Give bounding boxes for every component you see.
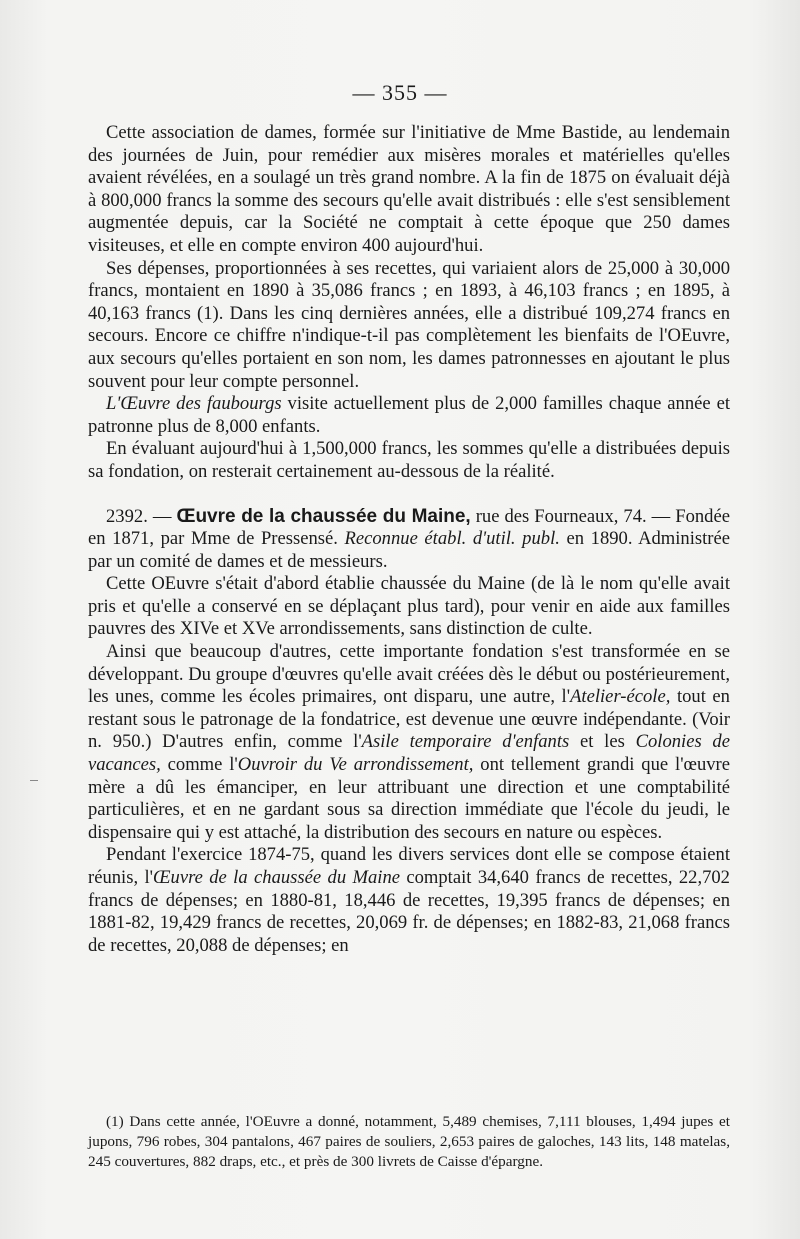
footnote-text: (1) Dans cette année, l'OEuvre a donné, notamment, 5,489 chemises, 7,111 blouses, 1,494 jupes et jupons, 796 robes, 304 pantalons, 467 paires de souliers, 2,653 paires de galoches, 143 lits, 148 matelas, 245 couvertures, 882 draps, etc., et près de 300 livrets de Caisse d'épargne. [88,1113,730,1170]
entry-recognition: Reconnue établ. d'util. publ. [344,528,560,550]
entry-2392 [88,506,730,574]
paragraph-association: Cette association de dames, formée sur l'initiative de Mme Bastide, au lendemain des journées de Juin, pour remédier aux misères morales et matérielles qu'elles avaient révélées, en a soulagé un très grand nombre. A la fin de 1875 on évaluait déjà à 800,000 francs la somme des secours qu'elle avait distribués : elle s'est sensiblement augmentée depuis, car la Société ne comptait à cette époque que 250 dames visiteuses, et elle en compte environ 400 aujourd'hui. [88,122,730,256]
entry-admin: en 1890. Administrée par un comité de dames et de messieurs. [88,528,730,572]
entry-address: rue des Fourneaux, 74. — Fondée en 1871, par Mme de Pressensé. [88,505,730,550]
entry-number: 2392. — [106,505,177,527]
main-text [88,122,730,957]
paragraph-finances [88,844,730,957]
finances-text-1: Pendant l'exercice 1874-75, quand les divers services dont elle se compose étaient réunis, l' [88,844,730,888]
asile-title: Asile temporaire d'enfants [361,731,570,753]
atelier-ecole-title: Atelier-école, [570,686,671,708]
paragraph-expenses: Ses dépenses, proportionnées à ses recettes, qui variaient alors de 25,000 à 30,000 francs, montaient en 1890 à 35,086 francs ; en 1893, à 46,103 francs ; en 1895, à 40,163 francs (1). Dans les cinq dernières années, elle a distribué 109,274 francs en secours. Encore ce chiffre n'indique-t-il pas complètement les bienfaits de l'OEuvre, aux secours qu'elles portaient en son nom, les dames patronnesses en ajoutant le plus souvent pour leur compte personnel. [88,257,730,392]
colonies-title: Colonies de vacances, [88,731,730,776]
faubourgs-text: visite actuellement plus de 2,000 familles chaque année et patronne plus de 8,000 enfants. [88,393,730,437]
finances-text-2: comptait 34,640 francs de recettes, 22,702 francs de dépenses; en 1880-81, 18,446 de recettes, 19,395 francs de dépenses; en 1881-82, 19,429 francs de recettes, 20,069 fr. de dépenses; en 1882-83, 21,068 francs de recettes, 20,088 de dépenses; en [88,867,730,956]
faubourgs-title: L'Œuvre des faubourgs [106,393,282,415]
transformation-text-5: ont tellement grandi que l'œuvre mère a dû les émanciper, en leur attribuant une direction et une comptabilité particulières, et en ne gardant sous sa direction immédiate que l'école du jeudi, le dispensaire qui y est attaché, la distribution des secours en nature ou espèces. [88,754,731,843]
transformation-text-3: et les [569,731,636,753]
section-gap [88,484,730,506]
paragraph-transformation [88,641,730,844]
paragraph-total: En évaluant aujourd'hui à 1,500,000 francs, les sommes qu'elle a distribuées depuis sa fondation, on resterait certainement au-dessous de la réalité. [88,438,730,482]
paragraph-origin: Cette OEuvre s'était d'abord établie chaussée du Maine (de là le nom qu'elle avait pris et qu'elle a conservé en se déplaçant plus tard), pour venir en aide aux familles pauvres des XIVe et XVe arrondissements, sans distinction de culte. [88,573,730,640]
transformation-text-2: tout en restant sous le patronage de la fondatrice, est devenue une œuvre indépendante. (Voir n. 950.) D'autres enfin, comme l' [88,686,730,753]
transformation-text-1: Ainsi que beaucoup d'autres, cette importante fondation s'est transformée en se développant. Du groupe d'œuvres qu'elle avait créées dès le début ou postérieurement, les unes, comme les écoles primaires, ont disparu, une autre, l' [88,641,730,708]
ouvroir-title: Ouvroir du Ve arrondissement, [237,754,474,776]
entry-heading: Œuvre de la chaussée du Maine, [176,505,471,527]
footnote [88,1112,730,1172]
margin-mark [30,780,38,781]
page-number: — 355 — [352,80,448,105]
transformation-text-4: comme l' [160,754,238,776]
paragraph-faubourgs [88,393,730,438]
oeuvre-title: Œuvre de la chaussée du Maine [152,867,400,888]
